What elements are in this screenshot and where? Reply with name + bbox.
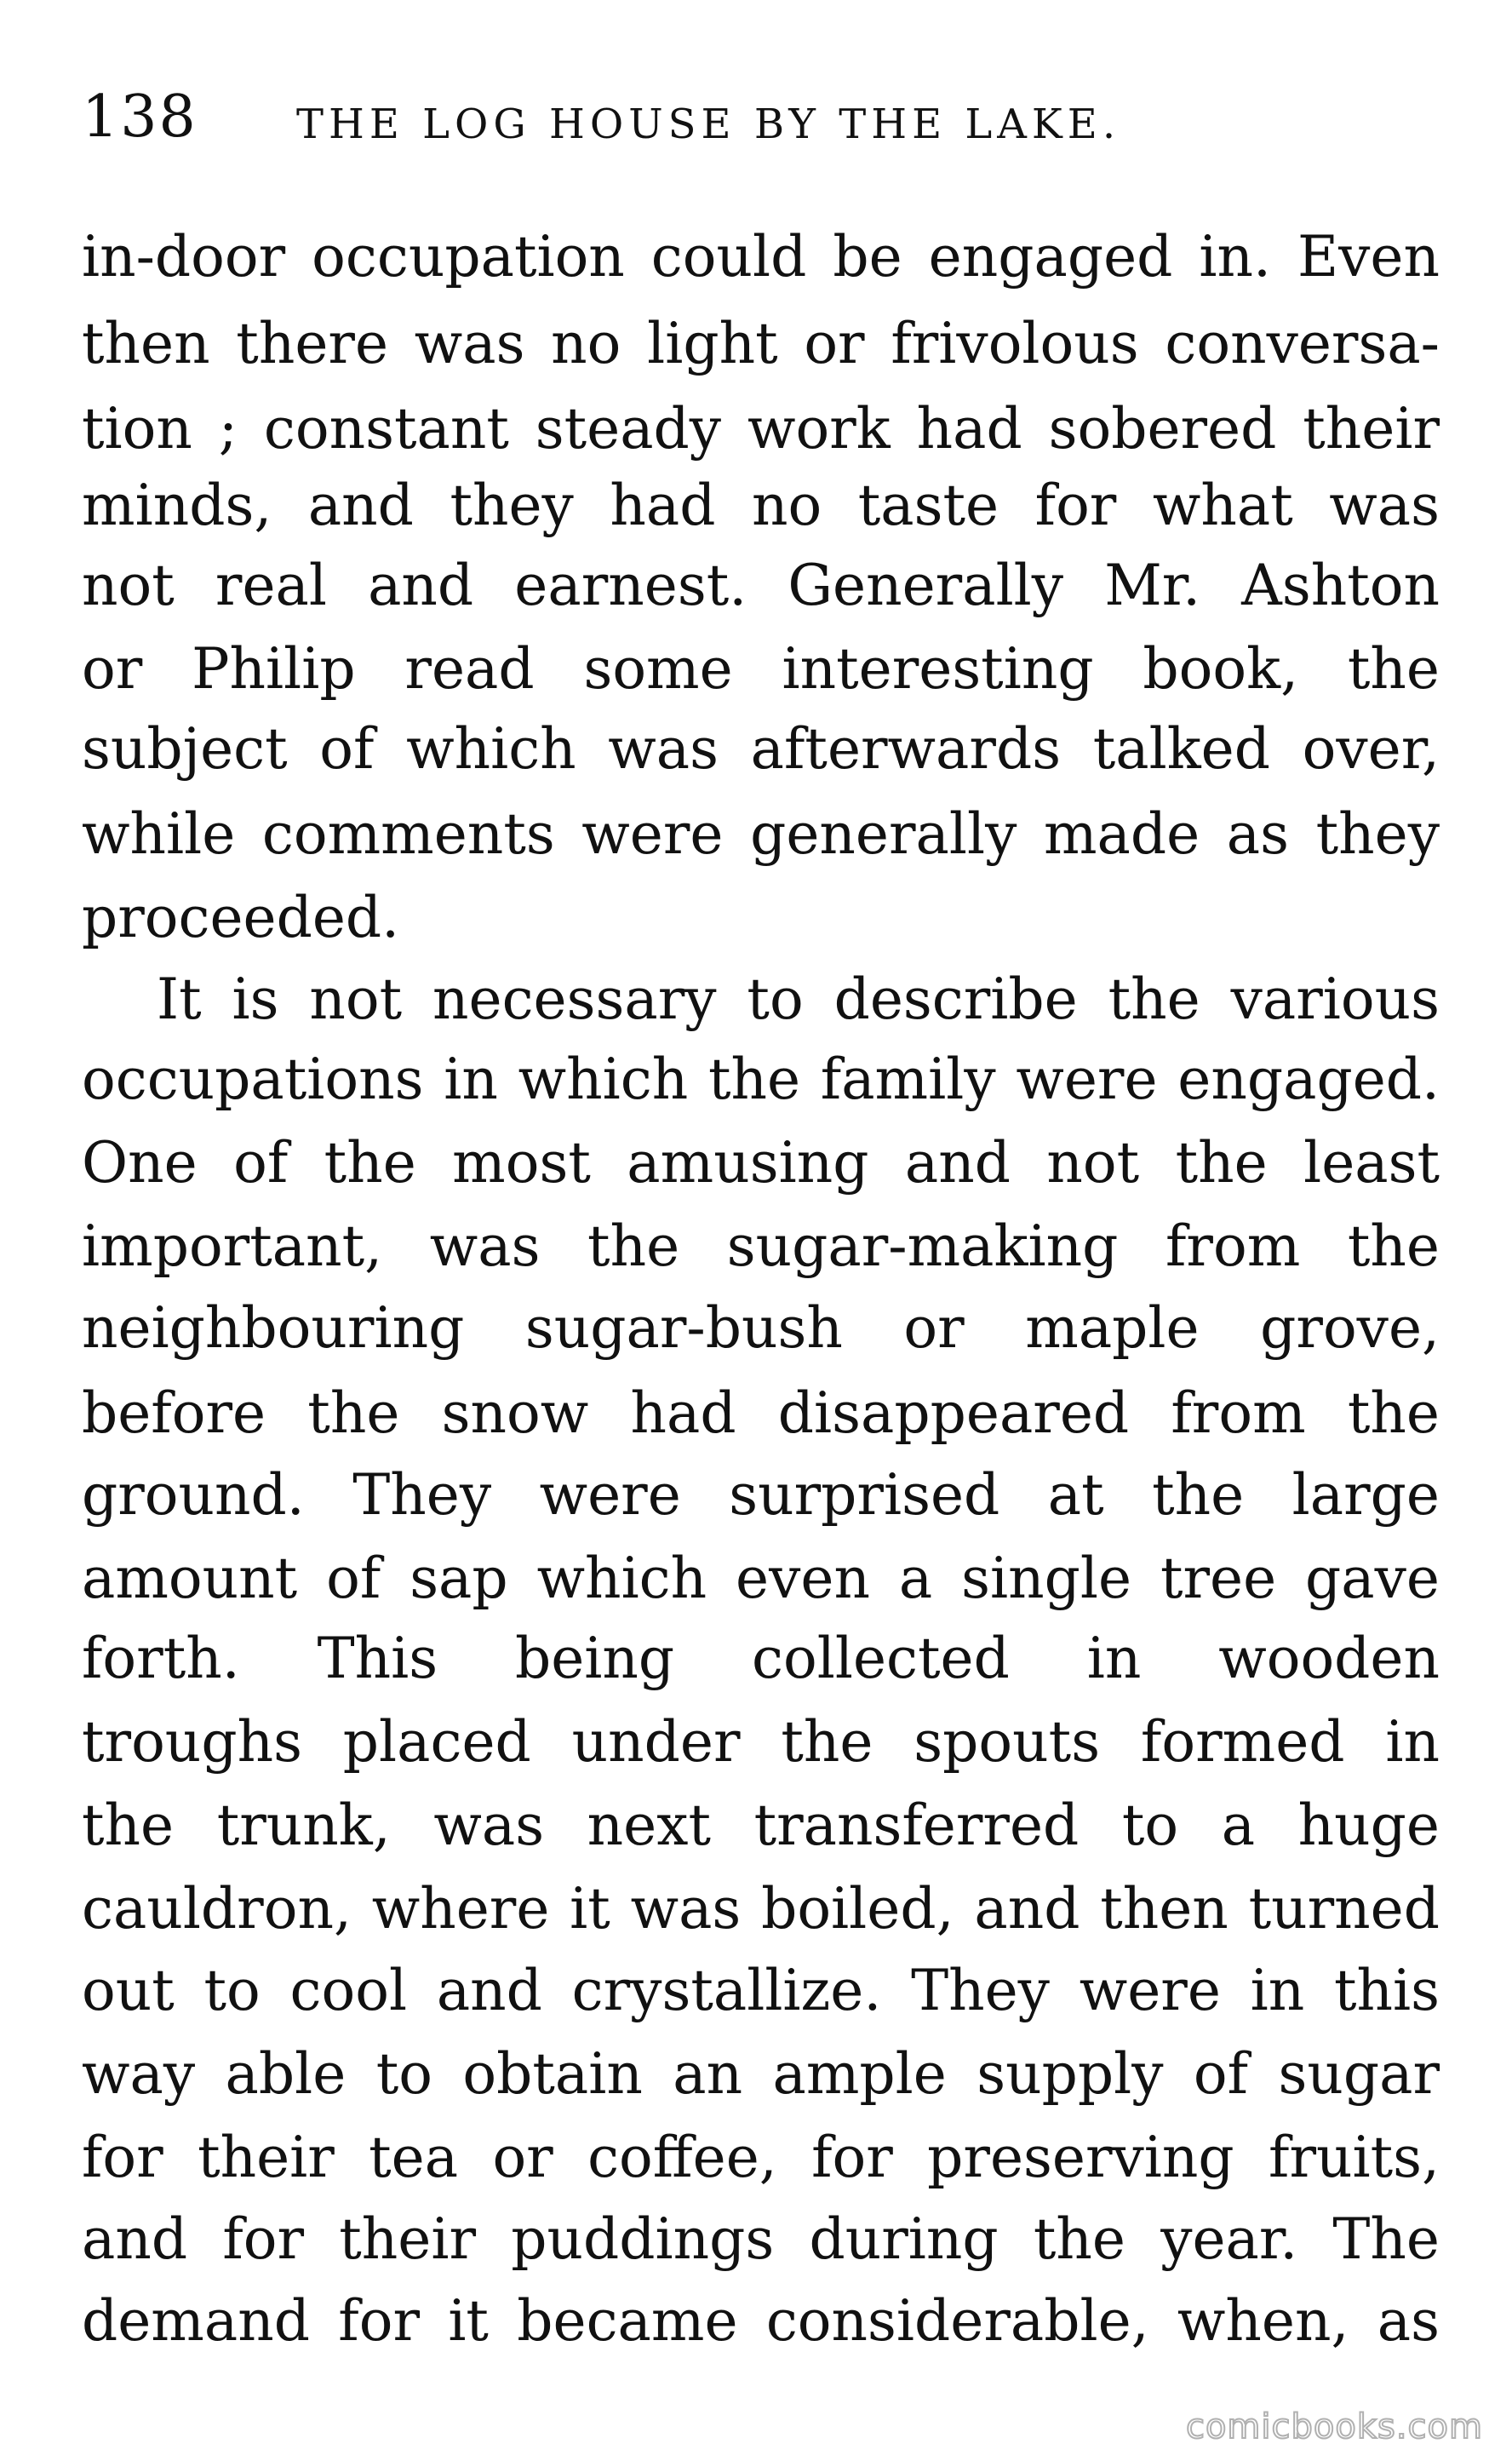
text-line: and for their puddings during the year. The: [82, 2206, 1440, 2272]
text-line: occupations in which the family were engaged.: [82, 1047, 1440, 1112]
text-line: while comments were generally made as they: [82, 801, 1440, 867]
text-line: troughs placed under the spouts formed in: [82, 1709, 1440, 1775]
text-line: important, was the sugar-making from the: [82, 1213, 1440, 1279]
text-line: forth. This being collected in wooden: [82, 1626, 1440, 1691]
text-line: It is not necessary to describe the various: [157, 967, 1440, 1032]
text-line: not real and earnest. Generally Mr. Ashton: [82, 553, 1440, 618]
text-line: way able to obtain an ample supply of sugar: [82, 2041, 1440, 2107]
text-line: or Philip read some interesting book, the: [82, 636, 1440, 702]
text-line: proceeded.: [82, 885, 400, 950]
text-line: tion ; constant steady work had sobered their: [82, 396, 1440, 462]
text-line: before the snow had disappeared from the: [82, 1380, 1440, 1446]
text-line: cauldron, where it was boiled, and then turned: [82, 1876, 1440, 1942]
text-line: in-door occupation could be engaged in. Even: [82, 224, 1440, 290]
text-line: the trunk, was next transferred to a huge: [82, 1793, 1440, 1858]
page-number: 138: [82, 83, 198, 151]
text-line: amount of sap which even a single tree gave: [82, 1546, 1440, 1611]
text-line: for their tea or coffee, for preserving fruits,: [82, 2125, 1440, 2190]
text-line: subject of which was afterwards talked over,: [82, 716, 1440, 782]
text-line: minds, and they had no taste for what was: [82, 473, 1440, 538]
text-line: ground. They were surprised at the large: [82, 1462, 1440, 1528]
running-head: [82, 75, 1444, 160]
running-title: THE LOG HOUSE BY THE LAKE.: [296, 100, 1121, 148]
text-line: then there was no light or frivolous conversa-: [82, 311, 1440, 376]
text-line: demand for it became considerable, when, as: [82, 2288, 1440, 2354]
watermark: comicbooks.com: [1185, 2407, 1483, 2447]
text-line: neighbouring sugar-bush or maple grove,: [82, 1295, 1440, 1361]
text-line: One of the most amusing and not the least: [82, 1130, 1440, 1196]
text-line: out to cool and crystallize. They were in this: [82, 1958, 1440, 2023]
